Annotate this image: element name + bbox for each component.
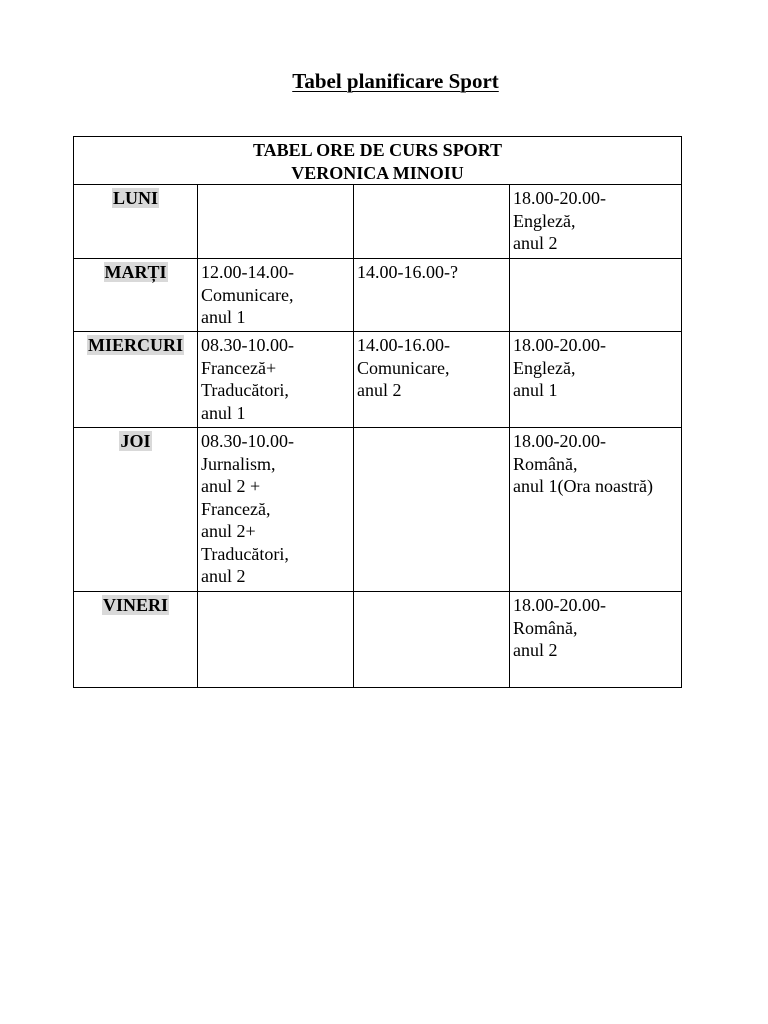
slot-cell bbox=[354, 592, 510, 688]
slot-subject: Română, bbox=[513, 453, 578, 474]
slot-time: 12.00-14.00- bbox=[201, 262, 294, 282]
slot-subject: Jurnalism, bbox=[201, 453, 276, 474]
slot-year: anul 2 bbox=[513, 233, 558, 253]
day-cell-luni bbox=[74, 185, 198, 259]
slot-time: 08.30-10.00- bbox=[201, 335, 294, 355]
slot-cell bbox=[198, 332, 354, 428]
slot-year: anul 1 bbox=[513, 380, 558, 400]
slot-cell bbox=[510, 185, 682, 259]
slot-cell bbox=[510, 592, 682, 688]
schedule-table bbox=[73, 136, 682, 688]
table-row-marti bbox=[74, 259, 682, 332]
slot-year: anul 2 bbox=[357, 380, 402, 400]
slot-year: anul 1 bbox=[201, 307, 246, 327]
slot-subject: Traducători, bbox=[201, 543, 289, 564]
table-row-luni bbox=[74, 185, 682, 259]
slot-cell bbox=[198, 428, 354, 592]
slot-year: anul 2 bbox=[201, 566, 246, 586]
slot-year: anul 1 bbox=[201, 402, 246, 423]
slot-cell bbox=[510, 428, 682, 592]
slot-year: anul 2 bbox=[513, 640, 558, 660]
slot-cell bbox=[510, 332, 682, 428]
day-label: VINERI bbox=[102, 595, 168, 615]
day-cell-vineri bbox=[74, 592, 198, 688]
slot-time: 18.00-20.00- bbox=[513, 595, 606, 615]
day-label: LUNI bbox=[112, 188, 158, 208]
day-cell-marti bbox=[74, 259, 198, 332]
table-header-row bbox=[74, 137, 682, 185]
day-label: MARȚI bbox=[104, 262, 167, 282]
table-header-title: TABEL ORE DE CURS SPORT bbox=[252, 140, 503, 160]
slot-subject: Engleză, bbox=[513, 357, 576, 378]
slot-time: 08.30-10.00- bbox=[201, 431, 294, 451]
day-cell-miercuri bbox=[74, 332, 198, 428]
page-title: Tabel planificare Sport bbox=[292, 69, 499, 93]
table-row-joi bbox=[74, 428, 682, 592]
slot-time: 18.00-20.00- bbox=[513, 431, 606, 451]
slot-year: anul 1(Ora noastră) bbox=[513, 476, 653, 496]
slot-subject: Română, bbox=[513, 617, 578, 638]
table-header-cell bbox=[74, 137, 682, 185]
slot-subject: Franceză, bbox=[201, 498, 271, 519]
slot-cell bbox=[354, 185, 510, 259]
slot-subject: Comunicare, bbox=[201, 284, 294, 305]
slot-cell bbox=[354, 332, 510, 428]
day-cell-joi bbox=[74, 428, 198, 592]
day-label: MIERCURI bbox=[87, 335, 183, 355]
slot-cell bbox=[198, 259, 354, 332]
slot-cell bbox=[354, 428, 510, 592]
slot-year: anul 2 + bbox=[201, 476, 261, 496]
table-row-vineri bbox=[74, 592, 682, 688]
slot-subject: Engleză, bbox=[513, 210, 576, 231]
slot-subject: Franceză+ bbox=[201, 357, 277, 378]
slot-cell bbox=[354, 259, 510, 332]
slot-time: 14.00-16.00- bbox=[357, 335, 450, 355]
slot-cell bbox=[510, 259, 682, 332]
slot-cell bbox=[198, 185, 354, 259]
slot-time: 18.00-20.00- bbox=[513, 335, 606, 355]
table-header-teacher: VERONICA MINOIU bbox=[291, 162, 464, 183]
slot-time: 18.00-20.00- bbox=[513, 188, 606, 208]
slot-year: anul 2+ bbox=[201, 521, 256, 541]
slot-subject: Traducători, bbox=[201, 380, 289, 400]
table-row-miercuri bbox=[74, 332, 682, 428]
slot-time: 14.00-16.00-? bbox=[357, 262, 458, 282]
slot-subject: Comunicare, bbox=[357, 357, 450, 378]
day-label: JOI bbox=[120, 431, 151, 451]
slot-cell bbox=[198, 592, 354, 688]
